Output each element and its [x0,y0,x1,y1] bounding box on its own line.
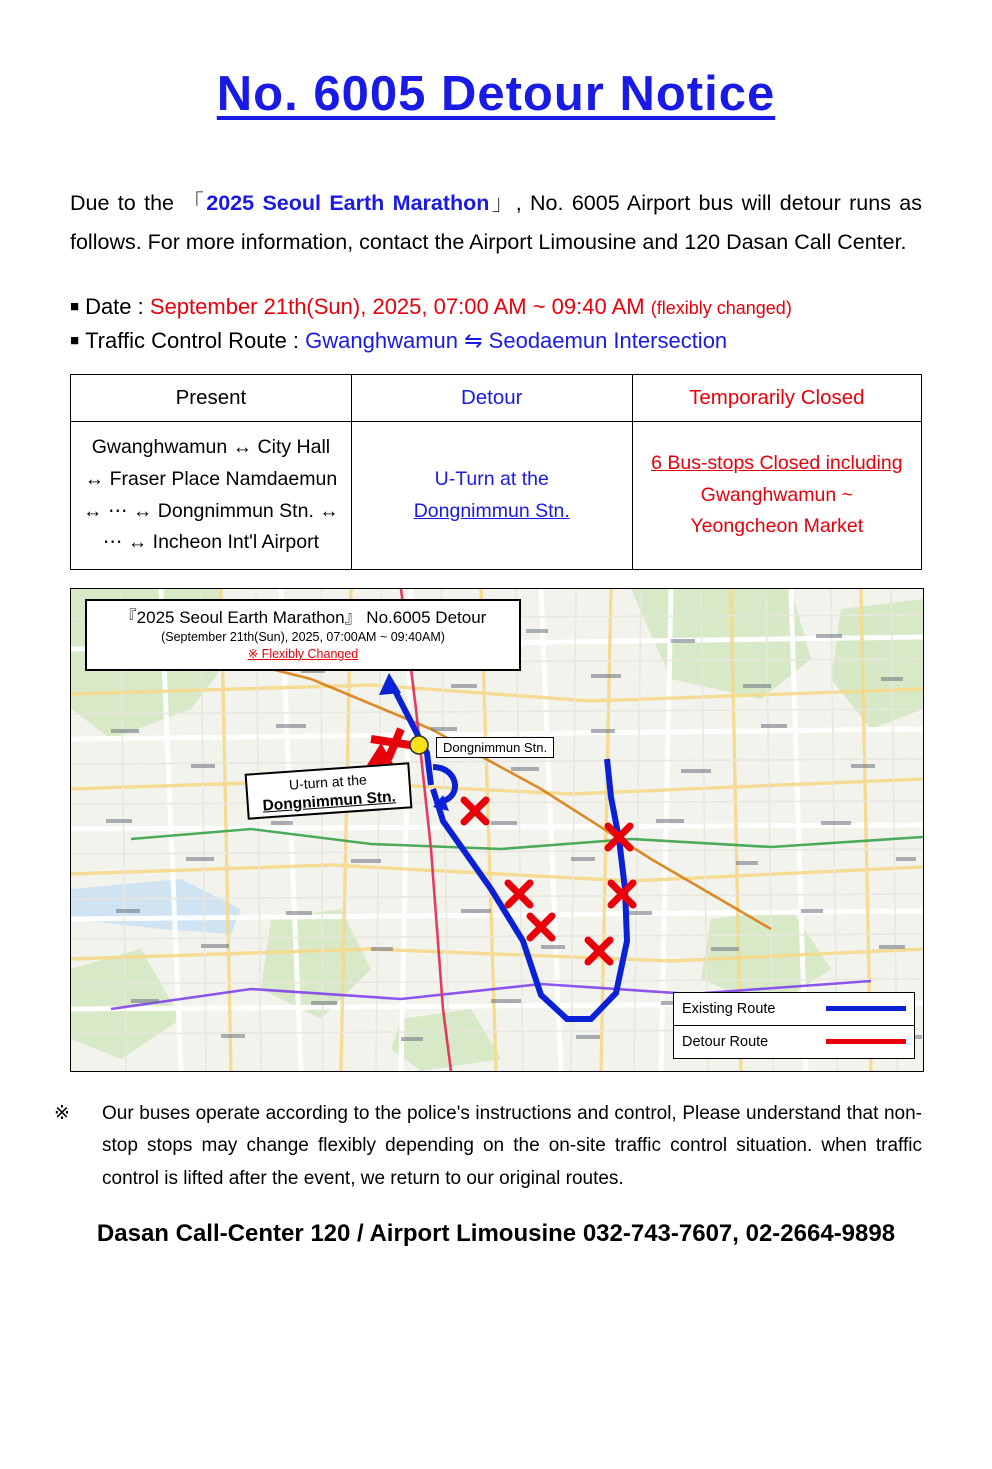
closed-line: Yeongcheon Market [690,515,864,538]
map-title-line1: 『2025 Seoul Earth Marathon』 No.6005 Detour [119,607,487,627]
legend-swatch-existing [826,1006,906,1011]
uturn-line1: U-turn at the [288,771,368,793]
square-bullet-icon: ■ [70,332,80,350]
detour-line: U-Turn at the [434,468,549,491]
route-value: Gwanghwamun ⇋ Seodaemun Intersection [305,328,728,354]
header-closed: Temporarily Closed [632,375,921,422]
bullet-date: ■ Date : September 21th(Sun), 2025, 07:00 AM ~ 09:40 AM (flexibly changed) [70,294,792,320]
table-header-row [71,375,922,422]
bullet-route: ■ Traffic Control Route : Gwanghwamun ⇋ Seodaemun Intersection [70,328,728,354]
closed-line: Gwanghwamun ~ [700,483,853,506]
table-row [71,422,922,569]
footnote [54,1098,922,1196]
map-title-line2: (September 21th(Sun), 2025, 07:00AM ~ 09:40AM) [161,630,445,644]
intro-paragraph [70,184,922,262]
present-line: ↔ Fraser Place Namdaemun [84,468,338,491]
present-line: ⋯ ↔ Incheon Int'l Airport [102,531,319,554]
cell-present [71,422,352,569]
footnote-mark: ※ [54,1102,70,1124]
square-bullet-icon: ■ [70,298,80,316]
cell-detour [351,422,632,569]
detour-map [70,588,924,1072]
intro-highlight: 2025 Seoul Earth Marathon [206,191,490,215]
footnote-text: Our buses operate according to the police's instructions and control, Please understand that non-stop stops may change flexibly depending on the on-site traffic control situation. when traffic control is lifted after the event, we return to our original routes. [102,1102,922,1190]
date-label: Date [85,294,132,320]
map-legend [673,992,915,1059]
bullet-list [70,290,922,358]
detour-line: Dongnimmun Stn. [413,499,570,522]
legend-swatch-detour [826,1039,906,1044]
present-line: ↔ ⋯ ↔ Dongnimmun Stn. ↔ [83,499,339,522]
legend-row-existing [674,993,914,1025]
route-table [70,374,922,569]
page-title: No. 6005 Detour Notice [216,67,776,121]
intro-pre: Due to the 「 [70,191,207,215]
intro-post: 」, No. 6005 Airport bus will detour runs as follows. For more information, contact the Airport Limousine and 120 Dasan Call Center. [70,191,923,255]
closed-line: 6 Bus-stops Closed including [651,452,903,475]
legend-label-existing: Existing Route [682,1000,776,1017]
map-title-callout [85,599,521,671]
legend-label-detour: Detour Route [682,1033,769,1050]
notice-page [0,66,992,1469]
date-value: September 21th(Sun), 2025, 07:00 AM ~ 09:40 AM [149,294,645,320]
legend-row-detour [674,1025,914,1058]
cell-closed [632,422,921,569]
uturn-line2: Dongnimmun Stn. [262,787,397,814]
header-detour: Detour [351,375,632,422]
contact-footer: Dasan Call-Center 120 / Airport Limousine 032-743-7607, 02-2664-9898 [96,1219,896,1247]
present-line: Gwanghwamun ↔ City Hall [91,436,331,459]
route-label: Traffic Control Route [85,328,287,354]
map-title-line3: ※ Flexibly Changed [247,646,359,661]
date-suffix: (flexibly changed) [650,298,792,319]
header-present: Present [71,375,352,422]
station-label: Dongnimmun Stn. [436,737,554,758]
